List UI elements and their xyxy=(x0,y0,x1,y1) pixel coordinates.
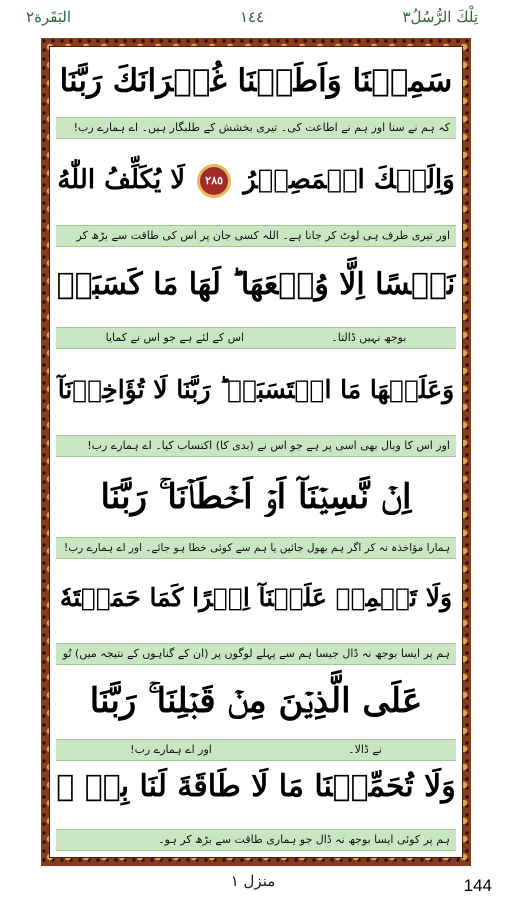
arabic-line: وَعَلَيۡهَا مَا اكۡتَسَبَتۡ ؕ رَبَّنَا لَا تُؤَاخِذۡنَآ xyxy=(57,375,455,404)
arabic-line: نَفۡسًا اِلَّا وُسۡعَهَا ؕ لَهَا مَا كَسَبَتۡ xyxy=(56,267,456,302)
translation-segment: بوجھ نہیں ڈالتا۔ xyxy=(331,331,407,344)
translation-segment: نے ڈالا۔ xyxy=(348,743,382,756)
verse-block-2 xyxy=(56,155,456,245)
translation-line: اور اس کا وبال بھی اسی پر ہے جو اس نے (بدی کا) اکتساب کیا۔ اے ہمارے رب! xyxy=(56,435,456,457)
translation-line: اور تیری طرف ہی لوٹ کر جانا ہے۔ اللہ کسی جان پر اس کی طاقت سے بڑھ کر xyxy=(56,225,456,247)
translation-segment: اس کے لئے ہے جو اس نے کمایا xyxy=(105,331,245,344)
arabic-line: سَمِعۡنَا وَاَطَعۡنَا غُفۡرَانَكَ رَبَّنَا xyxy=(59,63,453,99)
ornamental-border xyxy=(41,38,471,866)
arabic-segment: لَا يُكَلِّفُ اللّٰهُ xyxy=(57,165,186,195)
verse-block-5 xyxy=(56,467,456,557)
verse-block-6 xyxy=(56,571,456,667)
translation-line: ہم پر کوئی ایسا بوجھ نہ ڈال جو ہماری طاقت سے بڑھ کر ہو۔ xyxy=(56,829,456,851)
arabic-line: اِنۡ نَّسِيۡنَآ اَوۡ اَخۡطَاۡنَا ۚ رَبَّنَا xyxy=(100,477,412,517)
translation-line: ہمارا مؤاخذہ نہ کر اگر ہم بھول جائیں یا ہم سے کوئی خطا ہو جائے۔ اور اے ہمارے رب! xyxy=(56,537,456,559)
arabic-line: وَلَا تُحَمِّلۡنَا مَا لَا طَاقَةَ لَنَا بِهٖ ۚ xyxy=(56,769,456,804)
manzil-label: منزل ١ xyxy=(230,872,276,890)
arabic-segment: وَاِلَيۡكَ الۡمَصِيۡرُ xyxy=(243,165,455,195)
verse-block-8 xyxy=(56,763,456,855)
surah-name: البَقَرة٢ xyxy=(26,8,72,26)
ayah-number-marker: ٢٨٥ xyxy=(200,167,228,195)
verse-block-7 xyxy=(56,673,456,761)
translation-line xyxy=(56,739,456,761)
arabic-line: عَلَى الَّذِيۡنَ مِنۡ قَبۡلِنَا ۚ رَبَّنَا xyxy=(89,681,423,721)
verse-block-4 xyxy=(56,363,456,459)
translation-segment: اور اے ہمارے رب! xyxy=(130,743,212,756)
mushaf-page-number: ١٤٤ xyxy=(240,8,265,26)
translation-line: ہم پر ایسا بوجھ نہ ڈال جیسا ہم سے پہلے لوگوں پر (ان کے گناہوں کے نتیجہ میں) تُو xyxy=(56,643,456,665)
arabic-line xyxy=(56,165,456,195)
arabic-line: وَلَا تَحۡمِلۡ عَلَيۡنَآ اِصۡرًا كَمَا حَمَلۡتَهٗ xyxy=(59,583,453,612)
page-content xyxy=(49,46,463,858)
juz-name: تِلْكَ الرُّسُلُ٣ xyxy=(402,8,478,26)
verse-block-3 xyxy=(56,259,456,349)
page-header xyxy=(0,0,506,36)
page-number: 144 xyxy=(463,876,492,895)
translation-line xyxy=(56,327,456,349)
translation-line: کہ ہم نے سنا اور ہم نے اطاعت کی۔ تیری بخشش کے طلبگار ہیں۔ اے ہمارے رب! xyxy=(56,117,456,139)
verse-block-1 xyxy=(56,57,456,137)
